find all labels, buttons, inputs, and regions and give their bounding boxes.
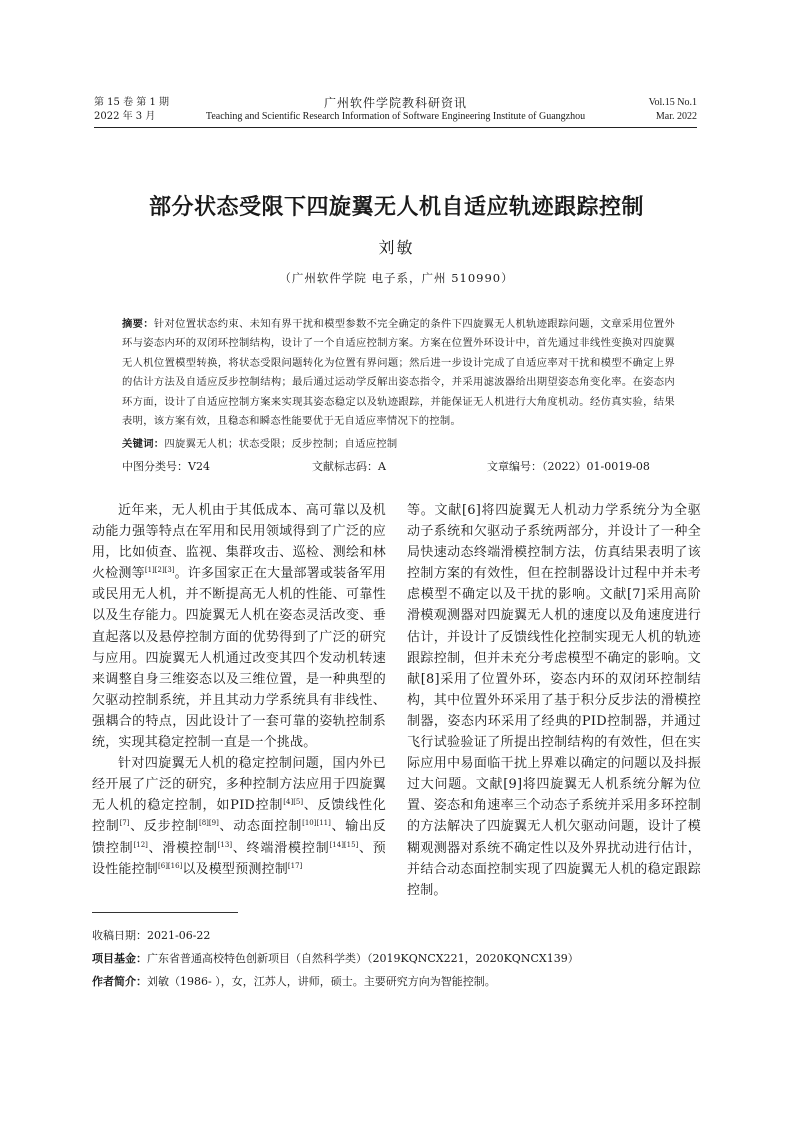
fund-info [92, 947, 697, 970]
author-bio-value: 刘敏（1986- ），女，江苏人，讲师，硕士。主要研究方向为智能控制。 [147, 975, 496, 988]
author-bio-label: 作者简介： [92, 975, 147, 988]
volume-cn: 第 15 卷 第 1 期 [94, 97, 169, 108]
date-en: Mar. 2022 [655, 111, 697, 122]
header-right [649, 96, 697, 124]
body-text: 、终端滑模控制 [232, 840, 330, 856]
header-center [94, 96, 697, 124]
volume-en: Vol.15 No.1 [648, 97, 697, 108]
abstract-text: 针对位置状态约束、未知有界干扰和模型参数不完全确定的条件下四旋翼无人机轨迹跟踪问题，文章采用位置外环与姿态内环的双闭环控制结构，设计了一个自适应控制方案。方案在位置外环设计中，首先通过非线性变换对四旋翼无人机位置模型转换，将状态受限问题转化为位置有界问题；然后进一步设计完成了自适应率对干扰和模型不确定上界的估计方法及自适应反步控制结构；最后通过运动学反解出姿态指令，并采用滤波器给出期望姿态角变化率。在姿态内环方面，设计了自适应控制方案来实现其姿态稳定以及轨迹跟踪，并能保证无人机进行大角度机动。经仿真实验，结果表明，该方案有效，且稳态和瞬态性能要优于无自适应率情况下的控制。 [122, 318, 675, 428]
body-column-left [92, 500, 386, 880]
body-text: 、反步控制 [129, 819, 199, 835]
citation: [6][16] [158, 861, 183, 870]
received-value: 2021-06-22 [147, 929, 211, 942]
abstract [122, 315, 675, 431]
article-number [487, 458, 650, 476]
journal-title-en: Teaching and Scientific Research Information of Software Engineering Institute of Guangzhou [205, 111, 586, 122]
author-name: 刘敏 [378, 238, 415, 257]
keywords-label: 关键词： [122, 438, 165, 450]
footnotes [92, 924, 697, 993]
citation: [7] [119, 819, 130, 828]
received-label: 收稿日期： [92, 929, 147, 942]
body-paragraph [92, 753, 386, 880]
body-columns [92, 500, 701, 898]
date-cn: 2022 年 3 月 [94, 111, 156, 122]
journal-title-cn: 广州软件学院教科研资讯 [323, 96, 467, 110]
classification-line [122, 458, 675, 476]
body-text: 、输出反馈控制 [92, 819, 387, 856]
body-column-right [407, 500, 701, 901]
body-text: 、预设性能控制 [92, 840, 386, 877]
keywords [122, 435, 675, 453]
running-header [94, 96, 697, 126]
citation: [8][9] [199, 819, 219, 828]
citation: [1][2][3] [144, 566, 175, 575]
author-affiliation: （广州软件学院 电子系，广州 510990） [279, 271, 514, 285]
doc-code-label: 文献标志码： [312, 460, 378, 473]
body-text: 、动态面控制 [218, 819, 303, 835]
body-text: 、滑模控制 [147, 840, 218, 856]
document-code [312, 458, 386, 476]
footnote-divider [92, 912, 238, 913]
citation: [4][5] [283, 798, 304, 807]
body-text: 、反馈线性化控制 [92, 798, 387, 835]
citation: [13] [217, 840, 233, 849]
body-text: 近年来，无人机由于其低成本、高可靠以及机动能力强等特点在军用和民用领域得到了广泛的应用，比如侦查、监视、集群攻击、巡检、测绘和林火检测等 [92, 503, 386, 582]
received-date [92, 924, 697, 947]
fund-value: 广东省普通高校特色创新项目（自然科学类）（2019KQNCX221，2020KQNCX139） [147, 952, 579, 965]
citation: [17] [287, 861, 303, 870]
citation: [12] [133, 840, 148, 849]
article-number-label: 文章编号： [487, 460, 542, 473]
article-title: 部分状态受限下四旋翼无人机自适应轨迹跟踪控制 [148, 195, 644, 220]
clc-label: 中图分类号： [122, 460, 188, 473]
citation: [14][15] [329, 840, 359, 849]
article-number-value: （2022）01-0019-08 [542, 460, 650, 473]
body-paragraph [92, 500, 386, 753]
keywords-text: 四旋翼无人机；状态受限；反步控制；自适应控制 [164, 438, 398, 450]
body-paragraph: 等。文献[6]将四旋翼无人机动力学系统分为全驱动子系统和欠驱动子系统两部分，并设计了一种全局快速动态终端滑模控制方法，仿真结果表明了该控制方案的有效性，但在控制器设计过程中并未考虑模型不确定以及干扰的影响。文献[7]采用高阶滑模观测器对四旋翼无人机的速度以及角速度进行估计，并设计了反馈线性化控制实现无人机的轨迹跟踪控制，但并未充分考虑模型不确定的影响。文献[8]采用了位置外环，姿态内环的双闭环控制结构，其中位置外环采用了基于积分反步法的滑模控制器，姿态内环采用了经典的PID控制器，并通过飞行试验验证了所提出控制结构的有效性，但在实际应用中易面临干扰上界难以确定的问题以及抖振过大问题。文献[9]将四旋翼无人机系统分解为位置、姿态和角速率三个动态子系统并采用多环控制的方法解决了四旋翼无人机欠驱动问题，设计了模糊观测器对系统不确定性以及外界扰动进行估计，并结合动态面控制实现了四旋翼无人机的稳定跟踪控制。 [407, 503, 701, 898]
clc-number [122, 458, 210, 476]
author-bio [92, 970, 697, 993]
clc-value: V24 [188, 460, 210, 473]
doc-code-value: A [378, 460, 386, 473]
citation: [10][11] [302, 819, 331, 828]
fund-label: 项目基金： [92, 952, 147, 965]
body-text: 以及模型预测控制 [182, 861, 288, 877]
abstract-label: 摘要： [122, 318, 154, 330]
body-text: 。许多国家正在大量部署或装备军用或民用无人机，并不断提高无人机的性能、可靠性以及生存能力。四旋翼无人机在姿态灵活改变、垂直起落以及悬停控制方面的优势得到了广泛的研究与应用。四旋翼无人机通过改变其四个发动机转速来调整自身三维姿态以及三维位置，是一种典型的欠驱动控制系统，并且其动力学系统具有非线性、强耦合的特点，因此设计了一套可靠的姿轨控制系统，实现其稳定控制一直是一个挑战。 [92, 566, 386, 751]
header-divider [94, 127, 697, 128]
body-text: 针对四旋翼无人机的稳定控制问题，国内外已经开展了广泛的研究，多种控制方法应用于四旋翼无人机的稳定控制，如PID控制 [92, 756, 386, 814]
